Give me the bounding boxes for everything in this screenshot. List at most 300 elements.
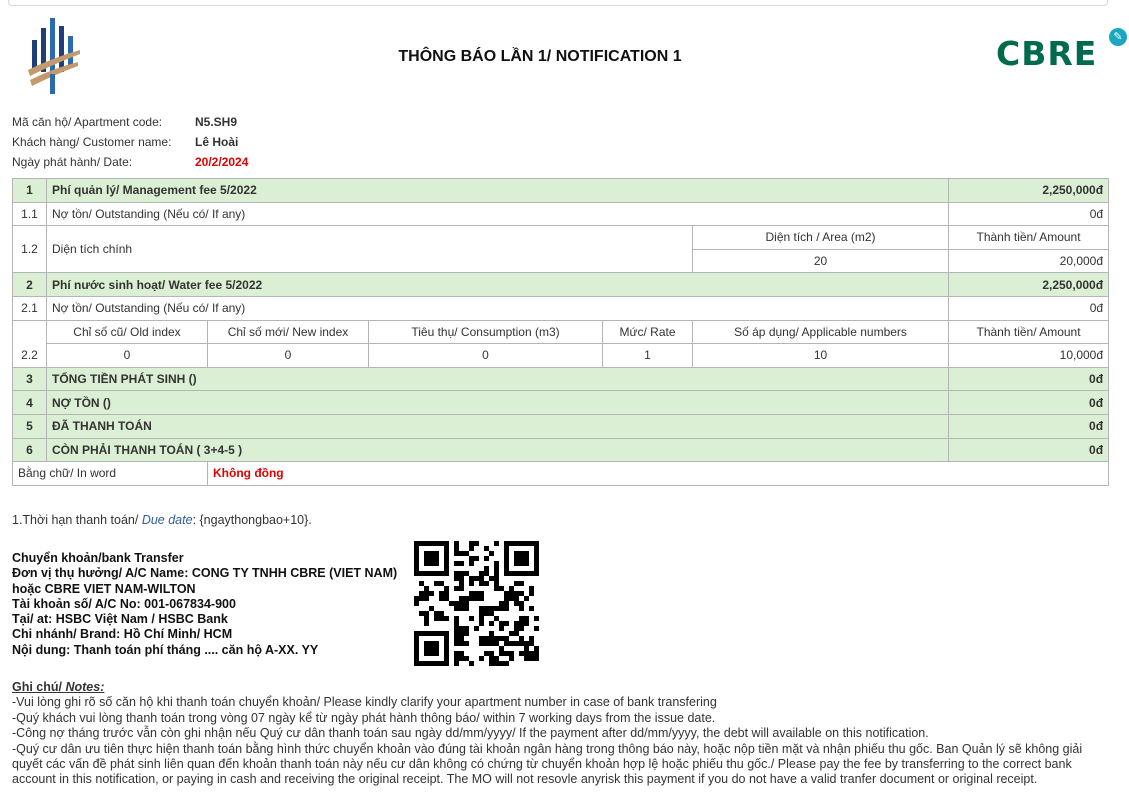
qr-module xyxy=(494,576,499,581)
qr-module xyxy=(419,581,424,586)
row-amount: 0đ xyxy=(949,438,1109,462)
qr-module xyxy=(504,566,509,571)
qr-module xyxy=(504,556,509,561)
qr-module xyxy=(494,616,499,621)
qr-module xyxy=(459,641,464,646)
qr-module xyxy=(419,611,424,616)
qr-module xyxy=(434,646,439,651)
qr-module xyxy=(429,641,434,646)
qr-module xyxy=(459,601,464,606)
qr-module xyxy=(509,641,514,646)
qr-module xyxy=(459,651,464,656)
column-header-new-index: Chỉ số mới/ New index xyxy=(208,320,369,344)
qr-module xyxy=(429,606,434,611)
qr-module xyxy=(454,616,459,621)
qr-module xyxy=(534,656,539,661)
qr-module xyxy=(419,591,424,596)
qr-module xyxy=(499,661,504,666)
qr-module xyxy=(509,651,514,656)
qr-module xyxy=(454,636,459,641)
qr-module xyxy=(434,561,439,566)
qr-module xyxy=(534,541,539,546)
qr-module xyxy=(519,541,524,546)
bank-line: Tài khoản số/ A/C No: 001-067834-900 xyxy=(12,596,236,611)
qr-code-icon xyxy=(414,541,539,666)
qr-module xyxy=(424,586,429,591)
rate-value: 1 xyxy=(603,344,693,368)
qr-module xyxy=(529,591,534,596)
qr-module xyxy=(519,581,524,586)
qr-module xyxy=(479,571,484,576)
note-line: -Quý khách vui lòng thanh toán trong vòng 07 ngày kể từ ngày phát hành thông báo/ within 7 working days from the issue date. xyxy=(12,710,716,725)
page-title: THÔNG BÁO LẦN 1/ NOTIFICATION 1 xyxy=(398,48,682,65)
info-row-date xyxy=(12,152,248,172)
qr-module xyxy=(444,616,449,621)
applicable-value: 10 xyxy=(693,344,949,368)
qr-module xyxy=(429,556,434,561)
qr-module xyxy=(519,556,524,561)
qr-module xyxy=(524,556,529,561)
qr-module xyxy=(429,651,434,656)
qr-module xyxy=(484,606,489,611)
qr-module xyxy=(504,661,509,666)
qr-module xyxy=(434,641,439,646)
qr-module xyxy=(414,641,419,646)
qr-module xyxy=(524,551,529,556)
qr-module xyxy=(529,636,534,641)
qr-module xyxy=(514,601,519,606)
bank-line: Đơn vị thụ hưởng/ A/C Name: CONG TY TNHH CBRE (VIET NAM) xyxy=(12,566,398,581)
qr-module xyxy=(509,591,514,596)
qr-module xyxy=(504,621,509,626)
table-row-management-fee xyxy=(13,179,1109,203)
qr-module xyxy=(484,636,489,641)
row-number: 4 xyxy=(13,391,47,415)
row-number: 1 xyxy=(13,179,47,203)
column-header-consumption: Tiêu thụ/ Consumption (m3) xyxy=(369,320,603,344)
qr-module xyxy=(534,551,539,556)
qr-module xyxy=(414,546,419,551)
qr-module xyxy=(439,571,444,576)
qr-module xyxy=(444,646,449,651)
qr-module xyxy=(414,656,419,661)
qr-module xyxy=(454,606,459,611)
qr-module xyxy=(439,616,444,621)
qr-module xyxy=(509,541,514,546)
qr-module xyxy=(459,606,464,611)
qr-module xyxy=(529,586,534,591)
qr-module xyxy=(424,661,429,666)
qr-module xyxy=(419,661,424,666)
column-header-amount: Thành tiền/ Amount xyxy=(949,320,1109,344)
qr-module xyxy=(534,561,539,566)
top-frame xyxy=(8,0,1108,6)
qr-module xyxy=(414,631,419,636)
row-label: Nợ tồn/ Outstanding (Nếu có/ If any) xyxy=(47,296,949,320)
qr-module xyxy=(444,656,449,661)
qr-module xyxy=(524,651,529,656)
qr-module xyxy=(444,551,449,556)
qr-module xyxy=(439,661,444,666)
qr-module xyxy=(444,586,449,591)
note-line: -Quý cư dân ưu tiên thực hiện thanh toán bằng hình thức chuyển khoản vào đúng tài khoản ngân hàng trong thông báo này, hoặc nộp tiền mặt và nhận phiếu thu gốc. Ban Quản lý sẽ không giải quyết các vấn đề phát sinh liên quan đến khoản thanh toán này nếu cư dân không có chứng từ chuyển khoản hợp lệ hoặc phiếu thu gốc./ Please pay the fee by transferring to the correct bank account in this notification, or paying in cash and receiving the original receipt. The MO will not resovle anyrisk this payment if you do not have a valid tranfer document or original receipt. xyxy=(12,741,1083,787)
info-label: Mã căn hộ/ Apartment code: xyxy=(12,115,163,129)
qr-module xyxy=(434,611,439,616)
qr-module xyxy=(509,571,514,576)
qr-module xyxy=(424,551,429,556)
qr-module xyxy=(429,591,434,596)
row-number: 5 xyxy=(13,414,47,438)
qr-module xyxy=(524,646,529,651)
qr-module xyxy=(459,596,464,601)
qr-module xyxy=(489,611,494,616)
row-label: Diện tích chính xyxy=(47,226,693,273)
qr-module xyxy=(504,651,509,656)
qr-module xyxy=(424,591,429,596)
qr-module xyxy=(414,596,419,601)
qr-module xyxy=(524,541,529,546)
qr-module xyxy=(424,641,429,646)
due-date-line xyxy=(12,513,312,527)
qr-module xyxy=(434,651,439,656)
qr-module xyxy=(514,571,519,576)
qr-module xyxy=(449,601,454,606)
qr-module xyxy=(469,541,474,546)
qr-module xyxy=(424,561,429,566)
qr-module xyxy=(529,651,534,656)
note-line: -Vui lòng ghi rõ số căn hộ khi thanh toán chuyển khoản/ Please kindly clarify your apartment number in case of bank transfering xyxy=(12,695,717,710)
info-row-apartment-code xyxy=(12,112,248,132)
qr-module xyxy=(454,661,459,666)
qr-module xyxy=(454,631,459,636)
cbre-logo: CBRE xyxy=(996,34,1098,73)
qr-module xyxy=(504,546,509,551)
qr-module xyxy=(474,596,479,601)
row-number: 1.1 xyxy=(13,202,47,226)
info-row-customer-name xyxy=(12,132,248,152)
qr-module xyxy=(434,541,439,546)
qr-module xyxy=(499,636,504,641)
qr-module xyxy=(479,591,484,596)
qr-module xyxy=(514,631,519,636)
qr-module xyxy=(414,646,419,651)
area-header: Diện tích / Area (m2) xyxy=(693,226,949,250)
qr-module xyxy=(459,576,464,581)
qr-module xyxy=(474,626,479,631)
qr-module xyxy=(469,581,474,586)
qr-module xyxy=(419,571,424,576)
qr-module xyxy=(429,631,434,636)
qr-module xyxy=(459,636,464,641)
qr-module xyxy=(444,651,449,656)
row-amount: 20,000đ xyxy=(949,249,1109,273)
qr-module xyxy=(494,581,499,586)
qr-module xyxy=(489,661,494,666)
qr-module xyxy=(504,606,509,611)
bank-transfer-info xyxy=(12,551,397,658)
qr-module xyxy=(509,596,514,601)
qr-module xyxy=(464,656,469,661)
qr-module xyxy=(429,571,434,576)
row-number: 2 xyxy=(13,273,47,297)
qr-module xyxy=(519,591,524,596)
qr-module xyxy=(469,591,474,596)
qr-module xyxy=(444,566,449,571)
qr-module xyxy=(474,541,479,546)
qr-module xyxy=(439,541,444,546)
bank-line: Tại/ at: HSBC Việt Nam / HSBC Bank xyxy=(12,612,228,627)
qr-module xyxy=(454,571,459,576)
qr-module xyxy=(424,646,429,651)
qr-module xyxy=(434,551,439,556)
qr-module xyxy=(459,631,464,636)
qr-module xyxy=(484,651,489,656)
bank-line: hoặc CBRE VIET NAM-WILTON xyxy=(12,581,196,596)
qr-module xyxy=(439,631,444,636)
qr-module xyxy=(519,636,524,641)
qr-module xyxy=(524,616,529,621)
qr-module xyxy=(524,641,529,646)
qr-module xyxy=(444,571,449,576)
qr-module xyxy=(499,586,504,591)
qr-module xyxy=(434,631,439,636)
qr-module xyxy=(459,561,464,566)
qr-module xyxy=(474,556,479,561)
qr-module xyxy=(434,556,439,561)
qr-module xyxy=(469,616,474,621)
qr-module xyxy=(494,561,499,566)
qr-module xyxy=(459,586,464,591)
qr-module xyxy=(504,571,509,576)
qr-module xyxy=(499,646,504,651)
qr-module xyxy=(479,621,484,626)
new-index-value: 0 xyxy=(208,344,369,368)
qr-module xyxy=(464,641,469,646)
due-date-suffix: : {ngaythongbao+10}. xyxy=(192,513,312,527)
fee-table xyxy=(12,178,1109,486)
qr-module xyxy=(519,571,524,576)
notes-title xyxy=(12,680,1108,695)
qr-module xyxy=(529,541,534,546)
qr-module xyxy=(454,586,459,591)
qr-module xyxy=(519,616,524,621)
qr-module xyxy=(444,596,449,601)
qr-module xyxy=(514,581,519,586)
qr-module xyxy=(499,601,504,606)
in-word-label: Bằng chữ/ In word xyxy=(13,462,208,486)
qr-module xyxy=(514,641,519,646)
qr-module xyxy=(454,621,459,626)
bank-line: Chi nhánh/ Brand: Hồ Chí Minh/ HCM xyxy=(12,627,233,642)
qr-module xyxy=(514,551,519,556)
qr-module xyxy=(454,626,459,631)
qr-module xyxy=(499,606,504,611)
table-row-debt xyxy=(13,391,1109,415)
row-amount: 0đ xyxy=(949,391,1109,415)
qr-module xyxy=(534,571,539,576)
row-number: 2.2 xyxy=(13,320,47,367)
qr-module xyxy=(534,556,539,561)
qr-module xyxy=(504,551,509,556)
column-header-old-index: Chỉ số cũ/ Old index xyxy=(47,320,208,344)
qr-module xyxy=(504,541,509,546)
row-amount: 10,000đ xyxy=(949,344,1109,368)
qr-module xyxy=(504,561,509,566)
qr-module xyxy=(534,646,539,651)
qr-module xyxy=(459,656,464,661)
qr-module xyxy=(424,621,429,626)
qr-module xyxy=(484,566,489,571)
notes-section xyxy=(12,680,1108,788)
notes-title-prefix: Ghi chú/ xyxy=(12,680,66,694)
table-row-water-values xyxy=(13,344,1109,368)
qr-module xyxy=(459,551,464,556)
amount-header: Thành tiền/ Amount xyxy=(949,226,1109,250)
info-label: Ngày phát hành/ Date: xyxy=(12,155,133,169)
qr-module xyxy=(444,661,449,666)
qr-module xyxy=(479,616,484,621)
qr-module xyxy=(414,651,419,656)
qr-module xyxy=(494,636,499,641)
qr-module xyxy=(454,546,459,551)
qr-module xyxy=(414,601,419,606)
qr-module xyxy=(434,661,439,666)
qr-module xyxy=(489,606,494,611)
qr-module xyxy=(444,546,449,551)
qr-module xyxy=(429,661,434,666)
bank-line: Chuyển khoản/bank Transfer xyxy=(12,551,184,565)
qr-module xyxy=(509,631,514,636)
qr-module xyxy=(519,621,524,626)
qr-module xyxy=(519,606,524,611)
qr-module xyxy=(439,591,444,596)
qr-module xyxy=(424,571,429,576)
qr-module xyxy=(444,556,449,561)
row-label: TỔNG TIỀN PHÁT SINH () xyxy=(47,367,949,391)
qr-module xyxy=(444,591,449,596)
qr-module xyxy=(464,631,469,636)
row-amount: 0đ xyxy=(949,414,1109,438)
qr-module xyxy=(494,571,499,576)
row-amount: 0đ xyxy=(949,202,1109,226)
customer-name-value: Lê Hoài xyxy=(195,135,239,149)
qr-module xyxy=(489,651,494,656)
edit-button[interactable] xyxy=(1109,28,1127,46)
qr-module xyxy=(434,581,439,586)
qr-module xyxy=(494,566,499,571)
qr-module xyxy=(504,601,509,606)
qr-module xyxy=(494,606,499,611)
qr-module xyxy=(499,621,504,626)
qr-module xyxy=(494,541,499,546)
qr-module xyxy=(429,551,434,556)
qr-module xyxy=(424,611,429,616)
qr-module xyxy=(489,641,494,646)
column-header-rate: Mức/ Rate xyxy=(603,320,693,344)
qr-module xyxy=(529,656,534,661)
qr-module xyxy=(469,596,474,601)
qr-module xyxy=(494,586,499,591)
area-value: 20 xyxy=(693,249,949,273)
qr-module xyxy=(439,596,444,601)
row-number: 1.2 xyxy=(13,226,47,273)
qr-module xyxy=(519,601,524,606)
qr-module xyxy=(509,586,514,591)
qr-module xyxy=(434,616,439,621)
qr-module xyxy=(499,651,504,656)
qr-module xyxy=(444,541,449,546)
qr-module xyxy=(519,641,524,646)
qr-module xyxy=(484,581,489,586)
qr-module xyxy=(414,636,419,641)
qr-module xyxy=(489,551,494,556)
info-label: Khách hàng/ Customer name: xyxy=(12,135,172,149)
row-label: NỢ TỒN () xyxy=(47,391,949,415)
qr-module xyxy=(444,631,449,636)
note-line: -Công nợ tháng trước vẫn còn ghi nhận nếu Quý cư dân thanh toán sau ngày dd/mm/yyyy/ If the payment after dd/mm/yyyy, the debt will available on this notification. xyxy=(12,726,929,741)
qr-module xyxy=(534,546,539,551)
qr-module xyxy=(489,636,494,641)
qr-module xyxy=(514,626,519,631)
qr-module xyxy=(444,636,449,641)
qr-module xyxy=(519,561,524,566)
qr-module xyxy=(529,606,534,611)
qr-module xyxy=(524,621,529,626)
qr-module xyxy=(469,661,474,666)
qr-module xyxy=(524,596,529,601)
qr-module xyxy=(459,626,464,631)
qr-module xyxy=(504,591,509,596)
table-row-management-outstanding xyxy=(13,202,1109,226)
qr-module xyxy=(479,641,484,646)
qr-module xyxy=(414,556,419,561)
qr-module xyxy=(424,651,429,656)
qr-module xyxy=(454,601,459,606)
qr-module xyxy=(419,631,424,636)
row-label: ĐÃ THANH TOÁN xyxy=(47,414,949,438)
edit-icon: ✎ xyxy=(1113,31,1123,43)
qr-module xyxy=(454,576,459,581)
due-date-italic: Due date xyxy=(141,513,193,527)
qr-module xyxy=(519,551,524,556)
qr-module xyxy=(534,566,539,571)
issue-date-value: 20/2/2024 xyxy=(195,155,249,169)
old-index-value: 0 xyxy=(47,344,208,368)
qr-module xyxy=(484,641,489,646)
qr-module xyxy=(459,581,464,586)
qr-module xyxy=(454,541,459,546)
qr-module xyxy=(444,641,449,646)
qr-module xyxy=(499,626,504,631)
table-row-water-headers xyxy=(13,320,1109,344)
table-row-water-fee xyxy=(13,273,1109,297)
in-word-value: Không đồng xyxy=(208,462,1109,486)
qr-module xyxy=(469,556,474,561)
qr-module xyxy=(464,551,469,556)
row-amount: 0đ xyxy=(949,296,1109,320)
qr-module xyxy=(439,611,444,616)
notes-title-italic: Notes: xyxy=(65,680,105,694)
qr-module xyxy=(434,571,439,576)
qr-module xyxy=(484,546,489,551)
qr-module xyxy=(454,551,459,556)
qr-module xyxy=(439,581,444,586)
qr-module xyxy=(514,541,519,546)
qr-module xyxy=(514,596,519,601)
qr-module xyxy=(479,611,484,616)
table-row-area xyxy=(13,226,1109,250)
row-number: 3 xyxy=(13,367,47,391)
